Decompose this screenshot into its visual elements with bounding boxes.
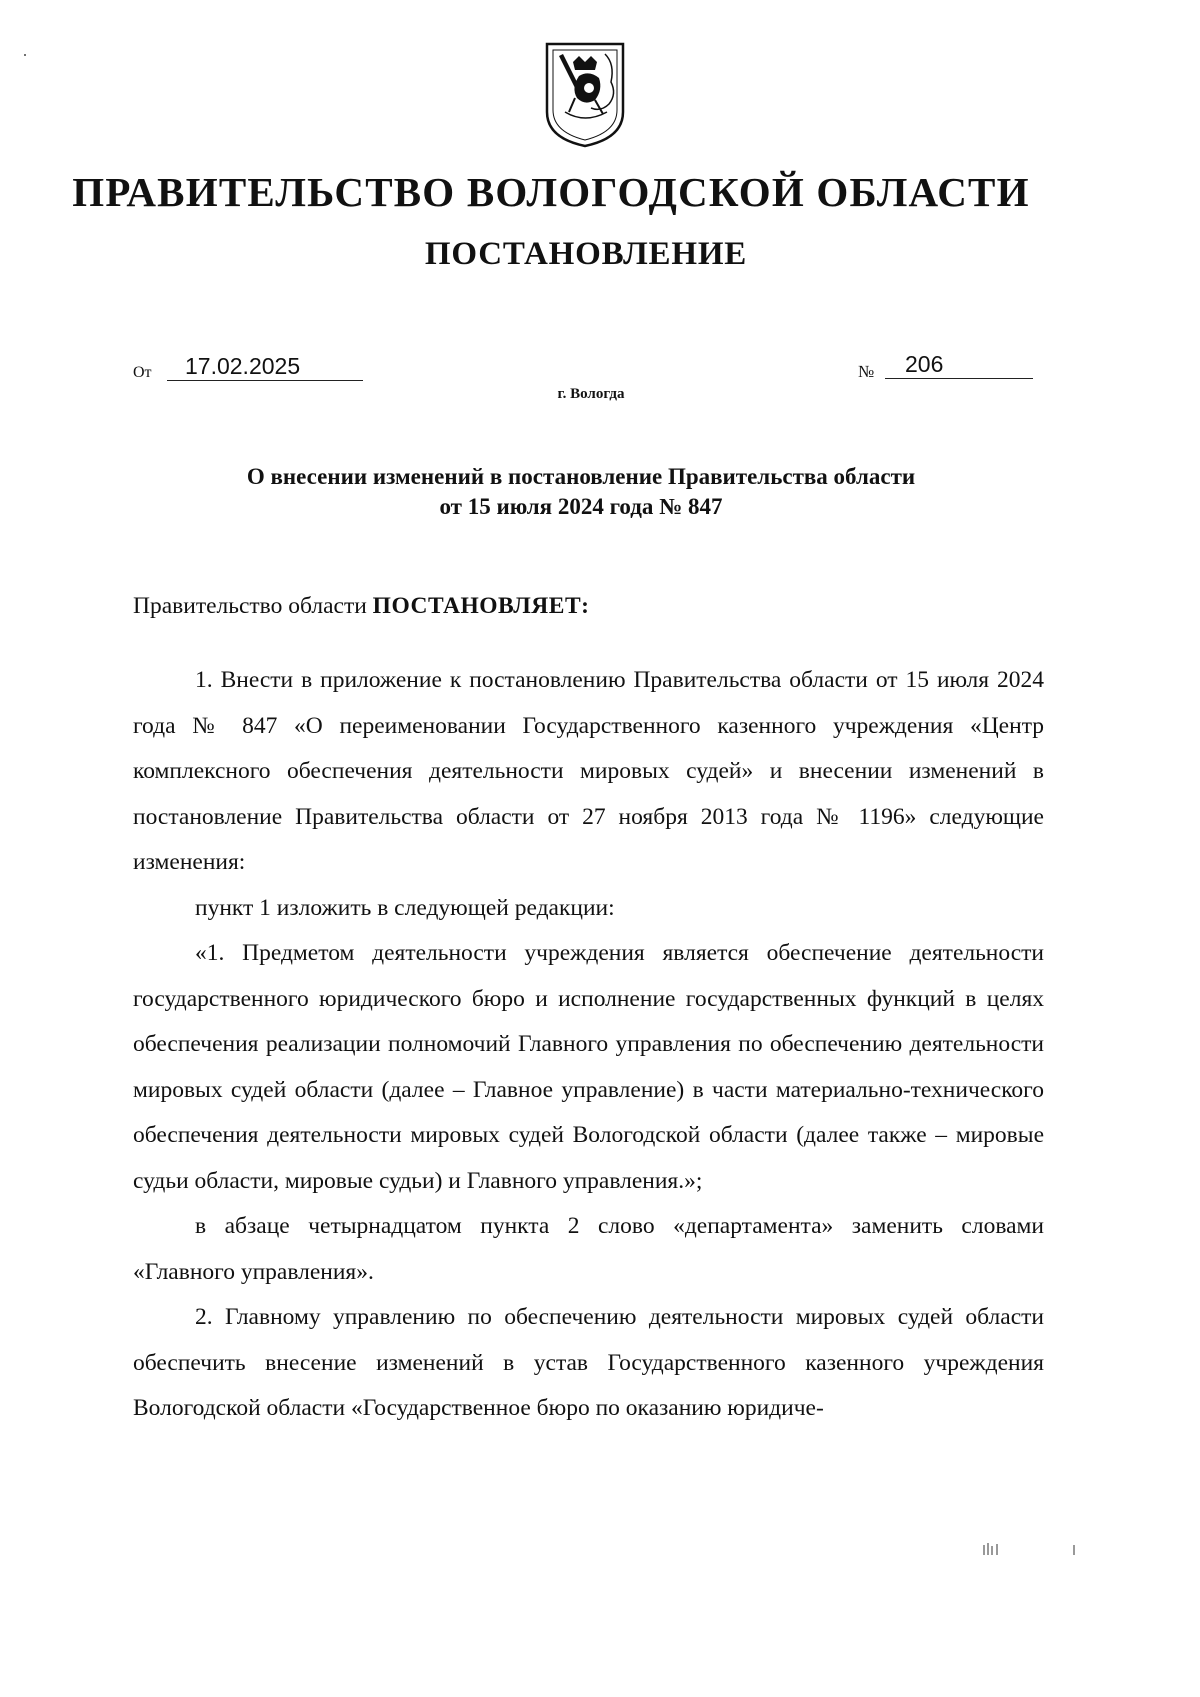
paragraph-3: «1. Предметом деятельности учреждения является обеспечение деятельности государственного юридического бюро и исполнение государственных функций в целях обеспечения реализации полномочий Главного управления по обеспечению деятельности мировых судей области (далее – Главное управление) в части материально-технического обеспечения деятельности мировых судей Вологодской области (далее также – мировые судьи области, мировые судьи) и Главного управления.»; — [133, 940, 1044, 1194]
intro-text: Правительство области — [133, 593, 373, 619]
issue-city: г. Вологда — [557, 386, 625, 402]
document-number: 206 — [885, 350, 1033, 379]
paragraph-5: 2. Главному управлению по обеспечению деятельности мировых судей области обеспечить внесение изменений в устав Государственного казенного учреждения Вологодской области «Государственное бюро по оказанию юридиче- — [133, 1304, 1044, 1421]
date-prefix: От — [133, 364, 152, 381]
document-date: 17.02.2025 — [167, 352, 363, 381]
document-type-title: ПОСТАНОВЛЕНИЕ — [424, 236, 748, 272]
paragraph-4: в абзаце четырнадцатом пункта 2 слово «департамента» заменить словами «Главного управления». — [133, 1213, 1044, 1285]
scan-artifact-dot — [24, 54, 26, 56]
number-prefix: № — [858, 362, 875, 381]
paragraph-2: пункт 1 изложить в следующей редакции: — [195, 894, 615, 921]
document-body — [133, 658, 1044, 1432]
paragraph-1: 1. Внести в приложение к постановлению Правительства области от 15 июля 2024 года № 847 «О переименовании Государственного казенного учреждения «Центр комплексного обеспечения деятельности мировых судей» и внесении изменений в постановление Правительства области от 27 ноября 2013 года № 1196» следующие изменения: — [133, 667, 1044, 875]
scan-artifact-marks — [964, 1541, 1084, 1555]
subject-line-1: О внесении изменений в постановление Правительства области — [246, 464, 916, 489]
intro-emphasis: ПОСТАНОВЛЯЕТ: — [372, 593, 590, 619]
resolution-intro — [133, 584, 1044, 630]
subject-line-2: от 15 июля 2024 года № 847 — [439, 494, 723, 519]
government-title: ПРАВИТЕЛЬСТВО ВОЛОГОДСКОЙ ОБЛАСТИ — [72, 169, 1030, 215]
vologda-coat-of-arms-icon — [545, 42, 625, 148]
document-subject — [0, 462, 1102, 522]
